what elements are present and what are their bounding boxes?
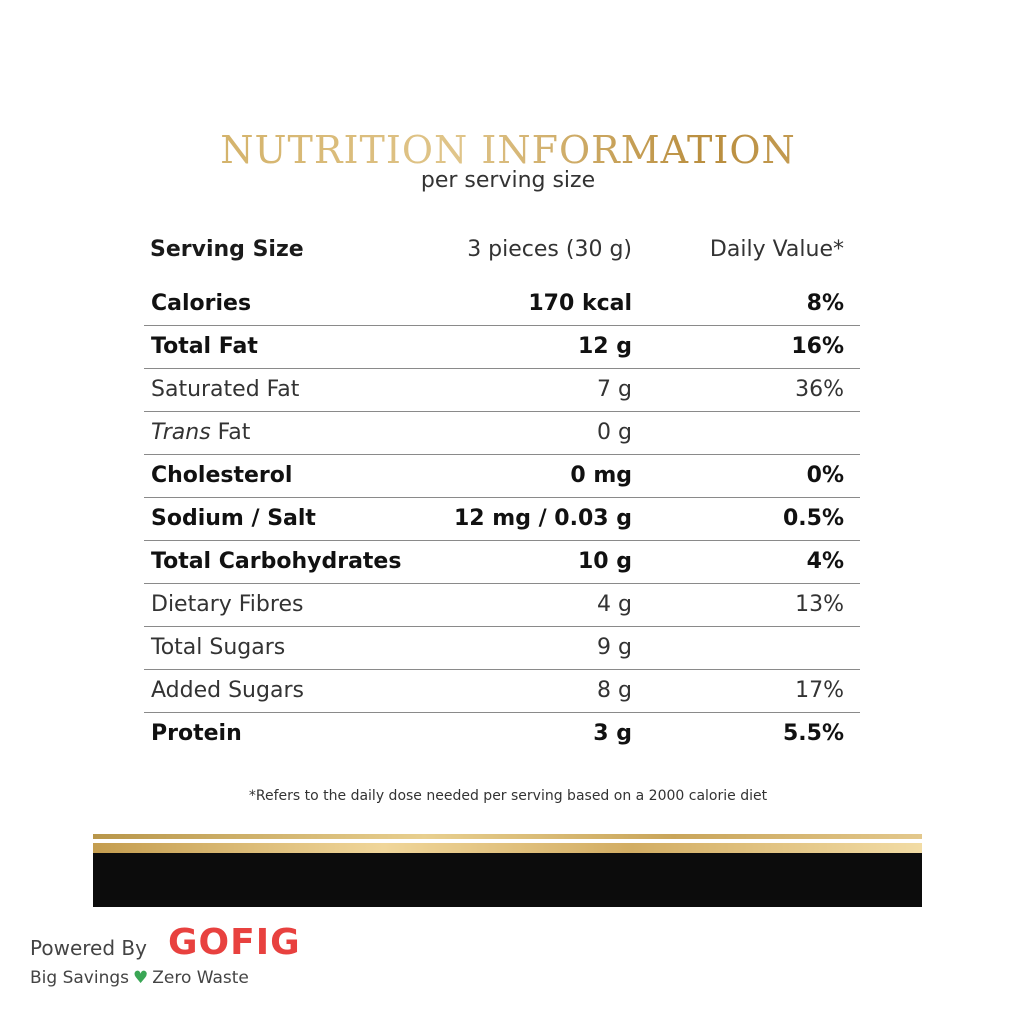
nutrient-daily-value: 0.5% bbox=[782, 506, 844, 531]
table-row bbox=[144, 326, 860, 369]
nutrient-amount: 170 kcal bbox=[528, 291, 632, 316]
nutrient-daily-value: 4% bbox=[806, 549, 844, 574]
nutrient-amount: 0 mg bbox=[570, 463, 632, 488]
nutrient-daily-value: 13% bbox=[795, 592, 844, 617]
nutrient-name: Total Carbohydrates bbox=[151, 549, 402, 574]
table-row bbox=[144, 670, 860, 713]
page-title: NUTRITION INFORMATION bbox=[0, 128, 1016, 172]
table-row bbox=[144, 584, 860, 627]
header-daily-value: Daily Value* bbox=[709, 237, 844, 262]
table-row bbox=[144, 283, 860, 326]
heart-icon: ♥ bbox=[133, 968, 149, 988]
brand-logo: GOFIG bbox=[168, 922, 301, 963]
nutrient-daily-value: 5.5% bbox=[782, 721, 844, 746]
table-row bbox=[144, 412, 860, 455]
nutrient-daily-value: 16% bbox=[791, 334, 844, 359]
nutrient-name: Cholesterol bbox=[151, 463, 293, 488]
table-row bbox=[144, 498, 860, 541]
header-serving-size: Serving Size bbox=[150, 237, 304, 262]
nutrient-name: Total Sugars bbox=[151, 635, 286, 660]
nutrient-daily-value: 17% bbox=[795, 678, 844, 703]
nutrient-name: Sodium / Salt bbox=[151, 506, 316, 531]
table-row bbox=[144, 455, 860, 498]
tagline-right: Zero Waste bbox=[152, 968, 249, 988]
black-band bbox=[93, 853, 922, 907]
brand-badge bbox=[30, 922, 301, 992]
nutrient-name: Dietary Fibres bbox=[151, 592, 304, 617]
page-subtitle: per serving size bbox=[420, 168, 596, 193]
nutrient-name: Protein bbox=[151, 721, 242, 746]
nutrient-amount: 10 g bbox=[577, 549, 632, 574]
nutrient-name: Calories bbox=[151, 291, 252, 316]
nutrient-amount: 0 g bbox=[597, 420, 632, 445]
table-header bbox=[150, 230, 860, 270]
nutrition-table bbox=[144, 283, 860, 755]
nutrient-name: Total Fat bbox=[151, 334, 258, 359]
nutrient-amount: 7 g bbox=[597, 377, 632, 402]
nutrient-daily-value: 36% bbox=[795, 377, 844, 402]
nutrient-daily-value: 8% bbox=[806, 291, 844, 316]
powered-by-label: Powered By bbox=[30, 936, 147, 960]
table-row bbox=[144, 713, 860, 755]
nutrient-amount: 9 g bbox=[597, 635, 632, 660]
table-row bbox=[144, 369, 860, 412]
nutrient-name: Saturated Fat bbox=[151, 377, 300, 402]
brand-tagline bbox=[30, 968, 249, 988]
gold-stripe bbox=[93, 843, 922, 853]
table-row bbox=[144, 541, 860, 584]
tagline-left: Big Savings bbox=[30, 968, 129, 988]
nutrient-amount: 3 g bbox=[593, 721, 632, 746]
table-row bbox=[144, 627, 860, 670]
header-serving-amount: 3 pieces (30 g) bbox=[467, 237, 632, 262]
nutrient-amount: 12 g bbox=[577, 334, 632, 359]
nutrient-daily-value: 0% bbox=[806, 463, 844, 488]
nutrient-name-rest: Fat bbox=[210, 420, 251, 445]
nutrient-name bbox=[151, 412, 250, 454]
nutrient-amount: 8 g bbox=[597, 678, 632, 703]
nutrient-amount: 4 g bbox=[597, 592, 632, 617]
nutrient-name-italic: Trans bbox=[151, 420, 211, 445]
nutrient-amount: 12 mg / 0.03 g bbox=[454, 506, 632, 531]
nutrient-name: Added Sugars bbox=[151, 678, 304, 703]
footnote: *Refers to the daily dose needed per serving based on a 2000 calorie diet bbox=[248, 788, 768, 804]
